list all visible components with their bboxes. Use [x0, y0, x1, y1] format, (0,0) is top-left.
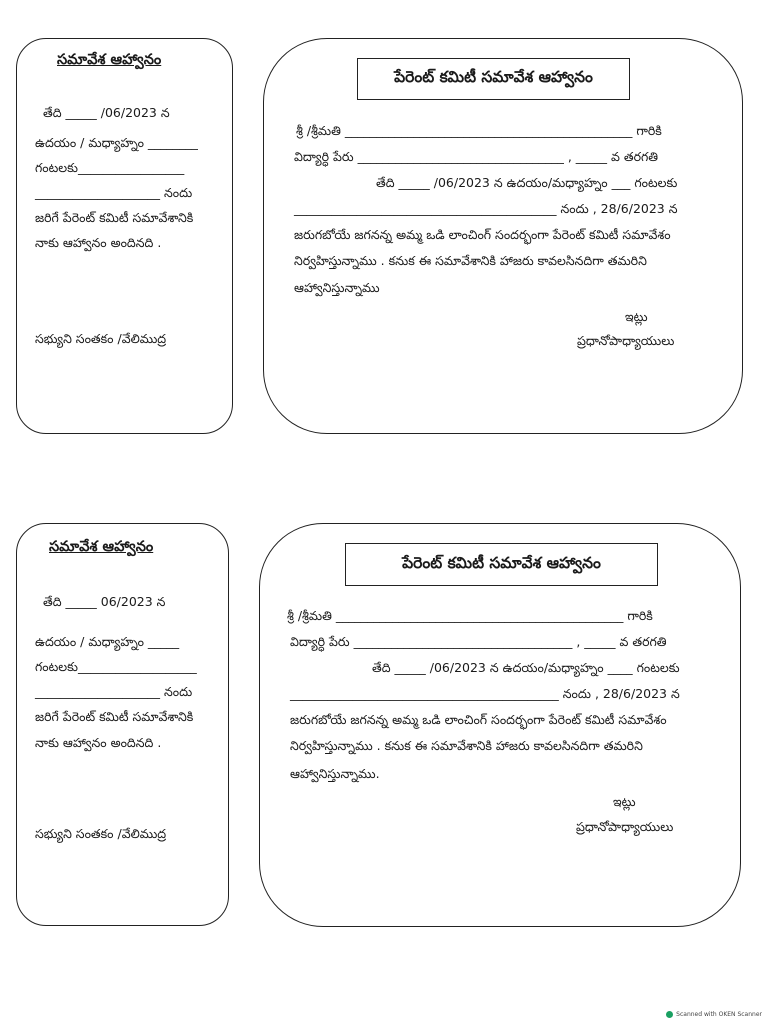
stub-meeting-line: జరిగే పేరెంట్ కమిటీ సమావేశానికి: [35, 709, 194, 724]
stub-signature: సభ్యుని సంతకం /వేలిముద్ర: [35, 826, 167, 841]
invitation-line-body2: నిర్వహిస్తున్నాము . కనుక ఈ సమావేశానికి హాజరు కావలసినదిగా తమరిని: [290, 738, 643, 753]
invitation-line-addressee: శ్రీ /శ్రీమతి ______________________________________________ గారికి: [287, 608, 653, 623]
invitation-card-bottom: [259, 523, 741, 927]
invitation-line-body1: జరుగబోయే జగనన్న అమ్మ ఒడి లాంచింగ్ సందర్భంగా పేరెంట్ కమిటీ సమావేశం: [290, 712, 667, 727]
stub-time-line: ఉదయం / మధ్యాహ్నం ________: [35, 135, 198, 150]
invitation-line-body1: జరుగబోయే జగనన్న అమ్మ ఒడి లాంచింగ్ సందర్భంగా పేరెంట్ కమిటీ సమావేశం: [294, 227, 671, 242]
invitation-title: పేరెంట్ కమిటీ సమావేశ ఆహ్వానం: [345, 543, 658, 586]
invitation-title: పేరెంట్ కమిటీ సమావేశ ఆహ్వానం: [357, 58, 630, 100]
stub-title: సమావేశ ఆహ్వానం: [49, 539, 154, 555]
invitation-line-body2: నిర్వహిస్తున్నాము . కనుక ఈ సమావేశానికి హాజరు కావలసినదిగా తమరిని: [294, 253, 647, 268]
invitation-closing: ఇట్లు: [613, 794, 636, 809]
stub-meeting-line: జరిగే పేరెంట్ కమిటీ సమావేశానికి: [35, 210, 194, 225]
scanner-watermark-text: Scanned with OKEN Scanner: [676, 1011, 762, 1018]
stub-place-line: ____________________ నందు: [35, 185, 193, 200]
stub-signature: సభ్యుని సంతకం /వేలిముద్ర: [35, 331, 167, 346]
stub-place-line: ____________________ నందు: [35, 684, 193, 699]
stub-invite-line: నాకు ఆహ్వానం అందినది .: [35, 235, 162, 250]
scanner-logo-icon: [666, 1011, 673, 1018]
invitation-card-top: [263, 38, 743, 434]
stub-time-line: ఉదయం / మధ్యాహ్నం _____: [35, 634, 180, 649]
invitation-line-student: విద్యార్ధి పేరు _________________________________ , _____ వ తరగతి: [294, 149, 659, 164]
stub-invite-line: నాకు ఆహ్వానం అందినది .: [35, 735, 162, 750]
invitation-line-place: ___________________________________________ నందు , 28/6/2023 న: [290, 686, 680, 701]
invitation-line-place: __________________________________________ నందు , 28/6/2023 న: [294, 201, 678, 216]
stub-title: సమావేశ ఆహ్వానం: [57, 52, 162, 68]
invitation-line-body3: ఆహ్వానిస్తున్నాము.: [290, 766, 380, 781]
stub-card-top: [16, 38, 233, 434]
invitation-line-student: విద్యార్ధి పేరు ___________________________________ , _____ వ తరగతి: [290, 634, 667, 649]
invitation-line-body3: ఆహ్వానిస్తున్నాము: [294, 280, 380, 295]
stub-hours-line: గంటలకు___________________: [35, 659, 197, 674]
invitation-line-addressee: శ్రీ /శ్రీమతి ______________________________________________ గారికి: [296, 123, 662, 138]
stub-card-bottom: [16, 523, 229, 926]
invitation-closing: ఇట్లు: [625, 309, 648, 324]
scanner-watermark: [666, 1011, 762, 1018]
stub-hours-line: గంటలకు_________________: [35, 160, 185, 175]
invitation-line-date: తేది _____ /06/2023 న ఉదయం/మధ్యాహ్నం ___ గంటలకు: [376, 175, 678, 190]
invitation-line-date: తేది _____ /06/2023 న ఉదయం/మధ్యాహ్నం ____ గంటలకు: [372, 660, 680, 675]
invitation-signatory: ప్రధానోపాధ్యాయులు: [576, 819, 674, 834]
stub-date-line: తేది _____ /06/2023 న: [43, 105, 170, 120]
stub-date-line: తేది _____ 06/2023 న: [43, 594, 166, 609]
invitation-signatory: ప్రధానోపాధ్యాయులు: [577, 333, 675, 348]
